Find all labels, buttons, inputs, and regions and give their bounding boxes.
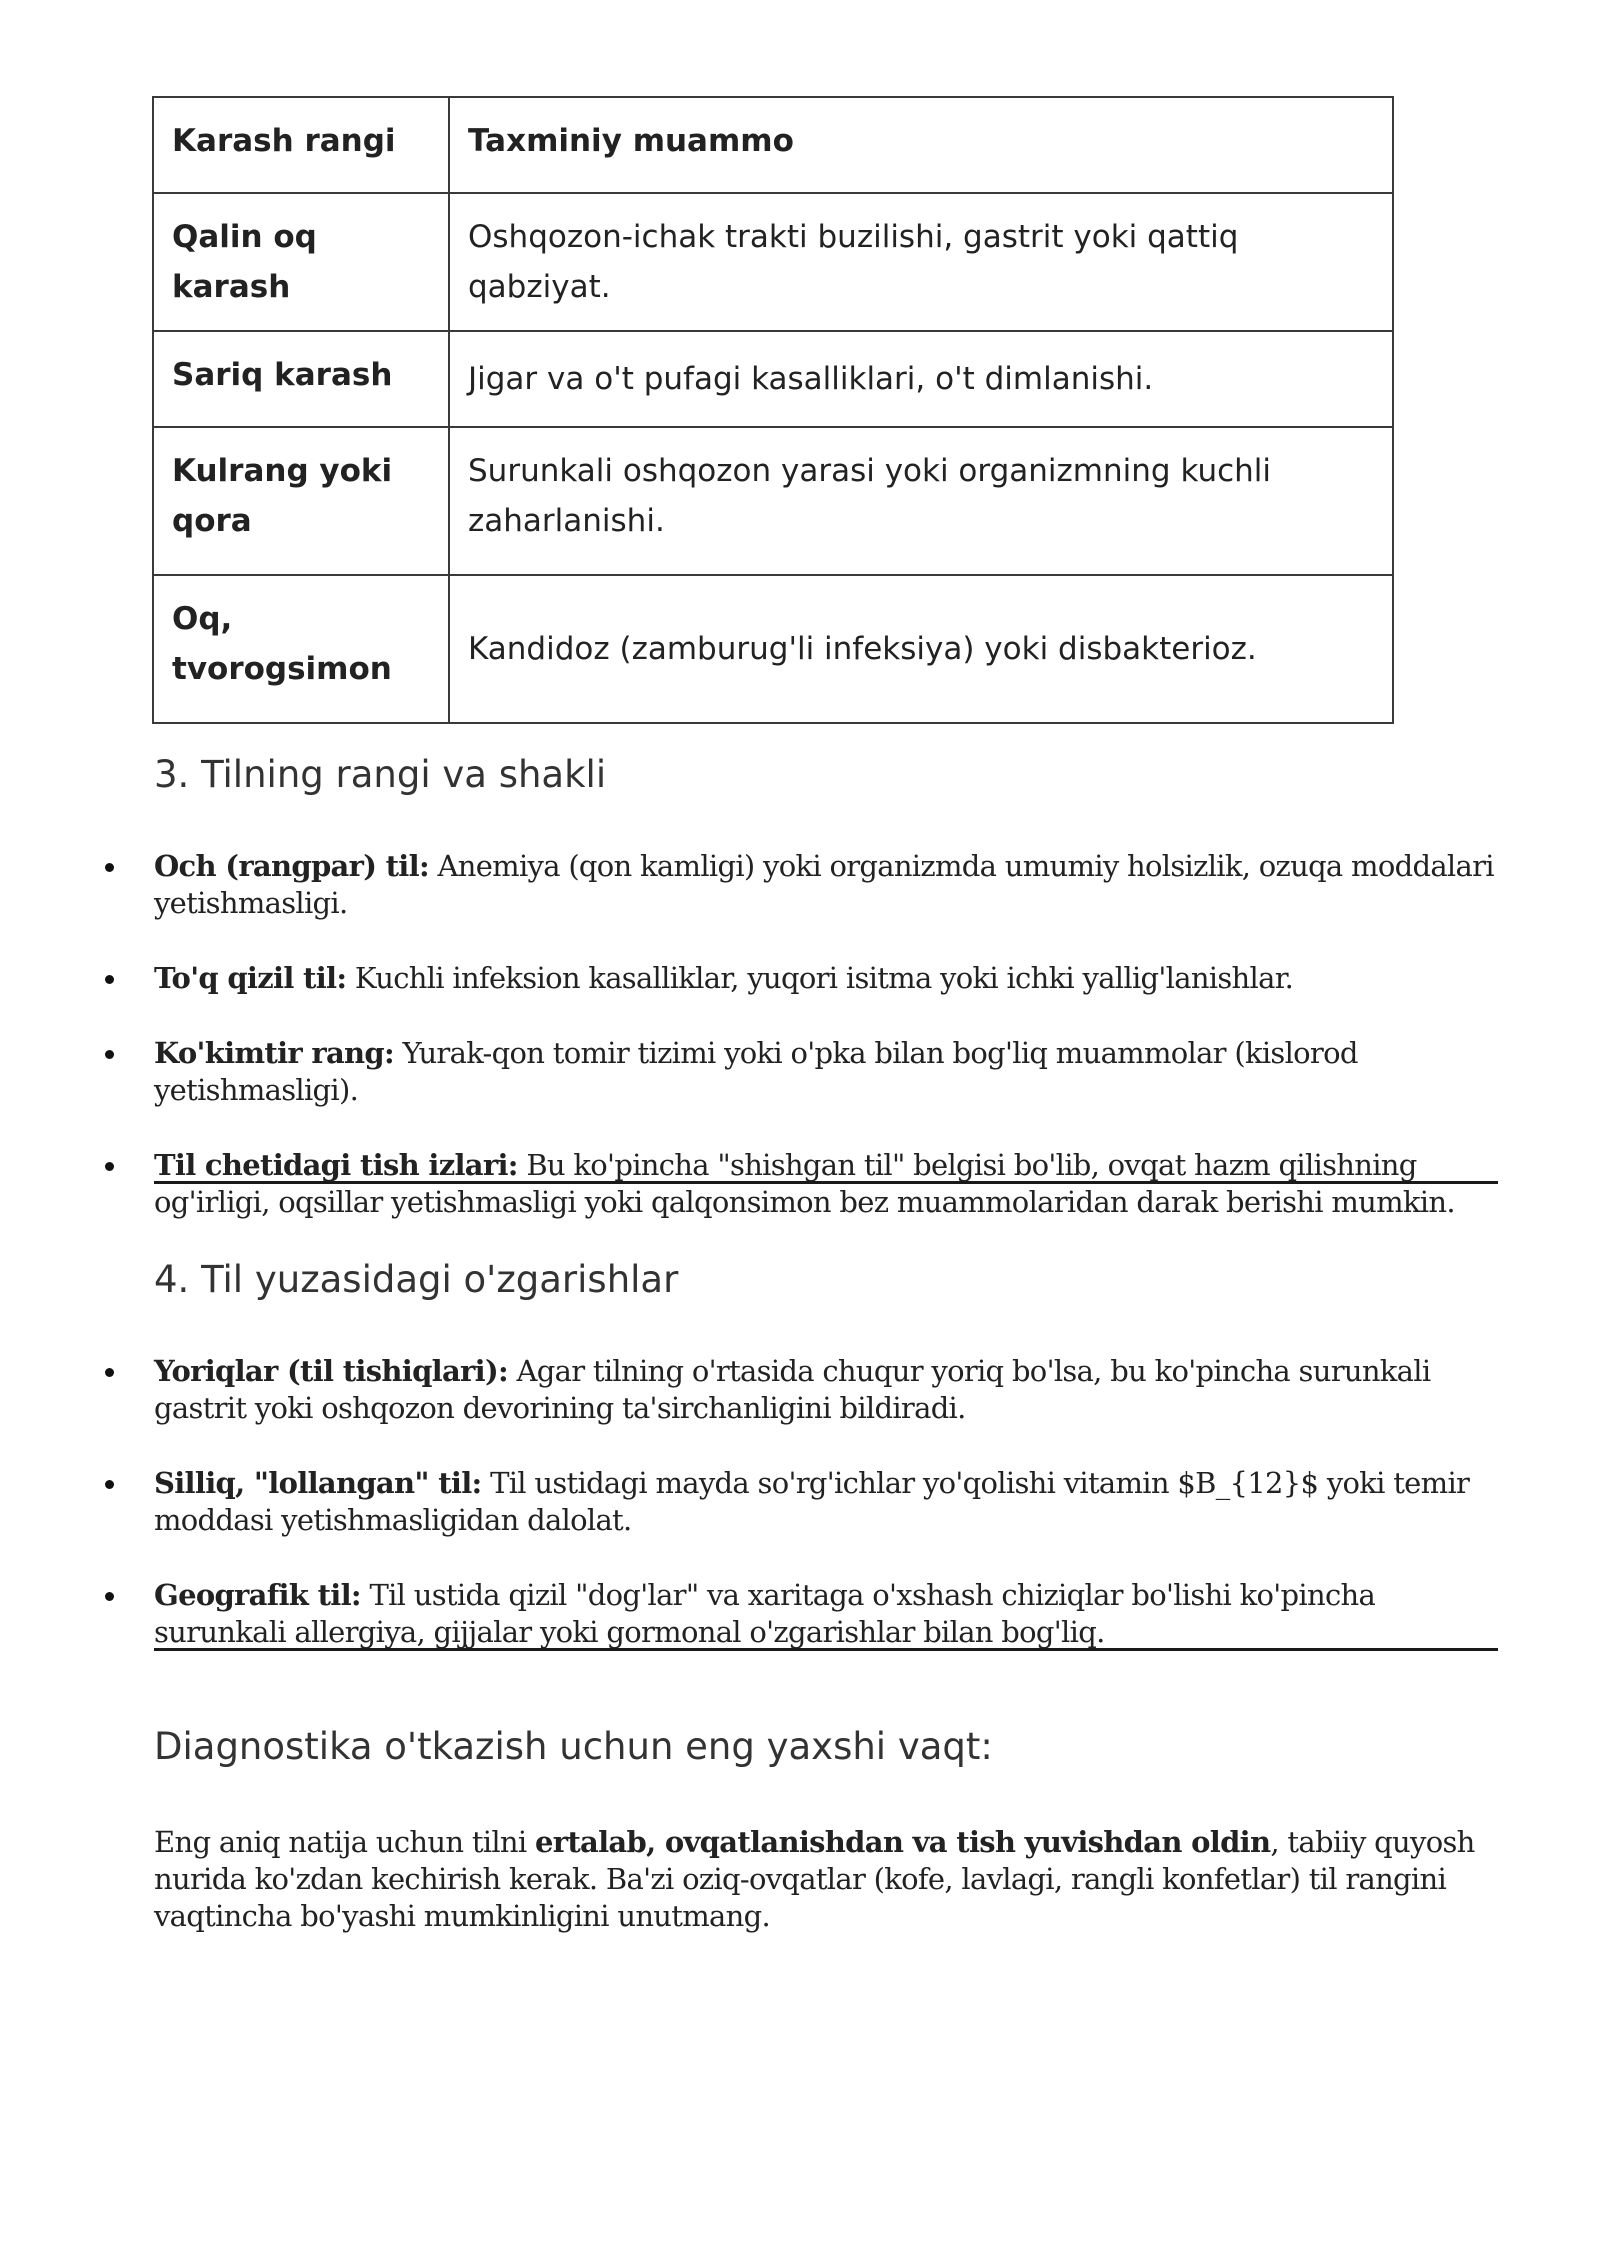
table-row <box>153 331 1393 427</box>
paragraph-text: Eng aniq natija uchun tilni <box>154 1825 535 1859</box>
list-item-text: Til ustida qizil "dog'lar" va xaritaga o'xshash chiziqlar bo'lishi ko'pincha surunkali allergiya, gijjalar yoki gormonal o'zgarishlar bilan bog'liq. <box>154 1578 1376 1649</box>
table-header-row <box>153 97 1393 193</box>
table-header-coating-color: Karash rangi <box>153 97 449 193</box>
list-item-text: Kuchli infeksion kasalliklar, yuqori isitma yoki ichki yallig'lanishlar. <box>346 961 1294 995</box>
tongue-color-list <box>154 848 1498 1259</box>
table-cell-term: Oq, tvorogsimon <box>153 575 449 723</box>
list-item <box>154 960 1498 997</box>
table-cell-term: Sariq karash <box>153 331 449 427</box>
list-item <box>154 1147 1498 1221</box>
table-row <box>153 575 1393 723</box>
list-item-term: Och (rangpar) til: <box>154 849 429 883</box>
list-item <box>154 848 1498 922</box>
list-item-term: Ko'kimtir rang: <box>154 1036 395 1070</box>
list-item-term: To'q qizil til: <box>154 961 347 995</box>
section-heading-diagnostics: Diagnostika o'tkazish uchun eng yaxshi vaqt: <box>154 1725 993 1768</box>
paragraph-emphasis: ertalab, ovqatlanishdan va tish yuvishdan oldin <box>535 1825 1271 1859</box>
list-item-text: Yurak-qon tomir tizimi yoki o'pka bilan bog'liq muammolar (kislorod yetishmasligi). <box>154 1036 1358 1107</box>
section-divider <box>154 1648 1498 1651</box>
list-item-text: Anemiya (qon kamligi) yoki organizmda umumiy holsizlik, ozuqa moddalari yetishmasligi. <box>154 849 1494 920</box>
table-cell-description: Kandidoz (zamburug'li infeksiya) yoki disbakterioz. <box>449 575 1393 723</box>
table-cell-description: Surunkali oshqozon yarasi yoki organizmning kuchli zaharlanishi. <box>449 427 1393 575</box>
list-item <box>154 1465 1498 1539</box>
list-item-term: Geografik til: <box>154 1578 361 1612</box>
table-cell-description: Oshqozon-ichak trakti buzilishi, gastrit yoki qattiq qabziyat. <box>449 193 1393 331</box>
table-cell-description: Jigar va o't pufagi kasalliklari, o't dimlanishi. <box>449 331 1393 427</box>
list-item-term: Silliq, "lollangan" til: <box>154 1466 482 1500</box>
list-item-term: Til chetidagi tish izlari: <box>154 1148 518 1182</box>
paragraph-text: , tabiiy quyosh nurida ko'zdan kechirish kerak. Ba'zi oziq-ovqatlar (kofe, lavlagi, rangli konfetlar) til rangini vaqtincha bo'yashi mumkinligini unutmang. <box>154 1825 1475 1933</box>
table-row <box>153 193 1393 331</box>
section-heading-tongue-color: 3. Tilning rangi va shakli <box>154 753 607 796</box>
table-cell-term: Qalin oq karash <box>153 193 449 331</box>
section-divider <box>154 1181 1498 1184</box>
tongue-surface-list <box>154 1353 1498 1689</box>
list-item <box>154 1353 1498 1427</box>
list-item-text: Bu ko'pincha "shishgan til" belgisi bo'lib, ovqat hazm qilishning og'irligi, oqsillar yetishmasligi yoki qalqonsimon bez muammolaridan darak berishi mumkin. <box>154 1148 1455 1219</box>
table-cell-term: Kulrang yoki qora <box>153 427 449 575</box>
list-item-term: Yoriqlar (til tishiqlari): <box>154 1354 508 1388</box>
list-item <box>154 1035 1498 1109</box>
list-item <box>154 1577 1498 1651</box>
list-item-text: Til ustidagi mayda so'rg'ichlar yo'qolishi vitamin $B_{12}$ yoki temir moddasi yetishmasligidan dalolat. <box>154 1466 1470 1537</box>
list-item-text: Agar tilning o'rtasida chuqur yoriq bo'lsa, bu ko'pincha surunkali gastrit yoki oshqozon devorining ta'sirchanligini bildiradi. <box>154 1354 1431 1425</box>
diagnostics-paragraph <box>154 1824 1498 1935</box>
table-header-possible-problem: Taxminiy muammo <box>449 97 1393 193</box>
tongue-coating-table <box>152 96 1394 724</box>
section-heading-tongue-surface: 4. Til yuzasidagi o'zgarishlar <box>154 1258 679 1301</box>
table-row <box>153 427 1393 575</box>
